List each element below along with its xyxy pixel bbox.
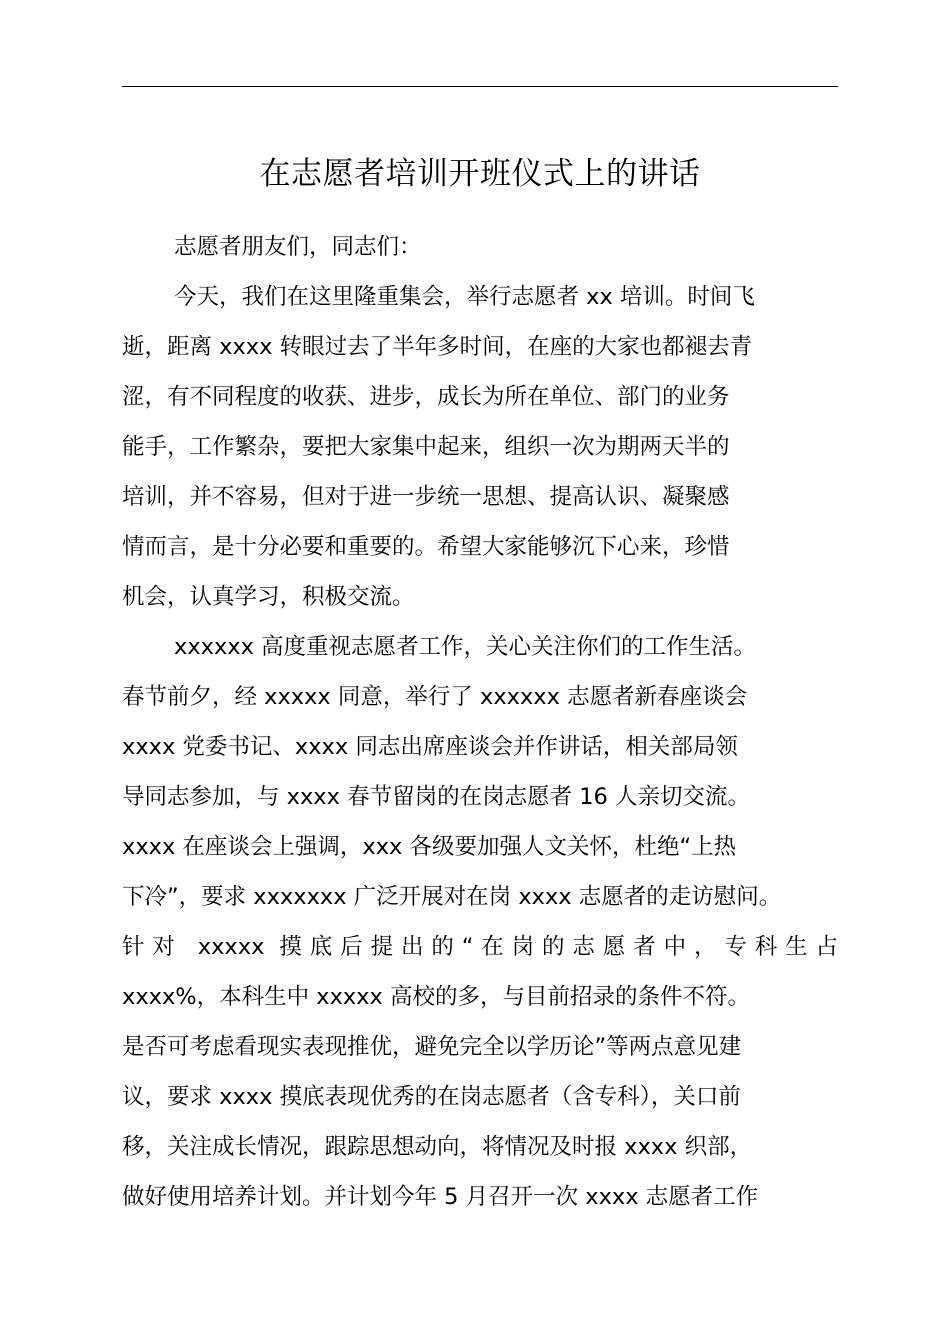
document-title: 在志愿者培训开班仪式上的讲话 — [259, 156, 701, 192]
paragraph-line: 涩，有不同程度的收获、进步，成长为所在单位、部门的业务 — [122, 384, 730, 410]
paragraph-line: 机会，认真学习，积极交流。 — [122, 584, 415, 610]
paragraph-line: xxxx%，本科生中 xxxxx 高校的多，与目前招录的条件不符。 — [122, 984, 751, 1010]
paragraph-line: 情而言，是十分必要和重要的。希望大家能够沉下心来，珍惜 — [122, 534, 730, 560]
paragraph-line: 移，关注成长情况，跟踪思想动向，将情况及时报 xxxx 织部， — [122, 1134, 753, 1160]
paragraph-line: xxxxxx 高度重视志愿者工作，关心关注你们的工作生活。 — [174, 634, 757, 660]
paragraph-line: 今天，我们在这里隆重集会，举行志愿者 xx 培训。时间飞 — [174, 284, 755, 310]
paragraph-line: 导同志参加，与 xxxx 春节留岗的在岗志愿者 16 人亲切交流。 — [122, 784, 751, 810]
paragraph-line: 春节前夕，经 xxxxx 同意，举行了 xxxxxx 志愿者新春座谈会 — [122, 684, 748, 710]
paragraph-line: 下冷”，要求 xxxxxxx 广泛开展对在岗 xxxx 志愿者的走访慰问。 — [122, 884, 782, 910]
salutation: 志愿者朋友们，同志们： — [174, 234, 422, 260]
header-rule — [122, 86, 838, 87]
paragraph-line: xxxx 党委书记、xxxx 同志出席座谈会并作讲话，相关部局领 — [122, 734, 738, 760]
paragraph-line: 逝，距离 xxxx 转眼过去了半年多时间，在座的大家也都褪去青 — [122, 334, 753, 360]
paragraph-line: 做好使用培养计划。并计划今年 5 月召开一次 xxxx 志愿者工作 — [122, 1184, 759, 1210]
paragraph-line: 能手，工作繁杂，要把大家集中起来，组织一次为期两天半的 — [122, 434, 730, 460]
paragraph-line: 针对 xxxxx 摸底后提出的“在岗的志愿者中，专科生占 — [122, 934, 838, 960]
paragraph-line: 议，要求 xxxx 摸底表现优秀的在岗志愿者（含专科），关口前 — [122, 1084, 741, 1110]
paragraph-line: xxxx 在座谈会上强调，xxx 各级要加强人文关怀，杜绝“上热 — [122, 834, 737, 860]
document-body — [122, 222, 838, 1222]
paragraph-line: 是否可考虑看现实表现推优，避免完全以学历论”等两点意见建 — [122, 1034, 742, 1060]
paragraph-line: 培训，并不容易，但对于进一步统一思想、提高认识、凝聚感 — [122, 484, 730, 510]
